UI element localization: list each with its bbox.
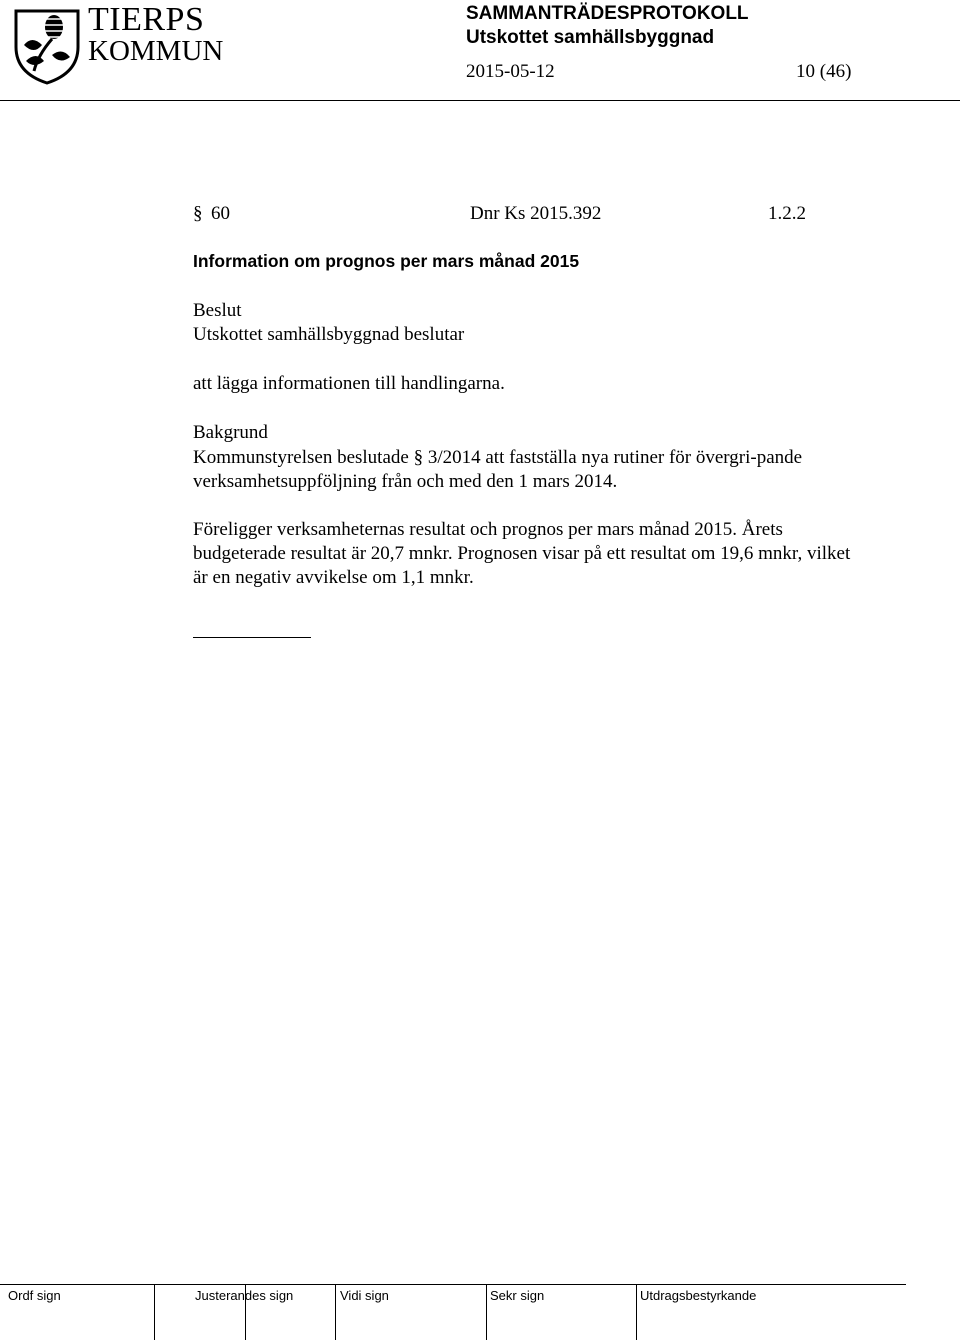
justerandes-sign-label: Justerandes sign: [195, 1288, 294, 1303]
p1-section-sign: §: [413, 447, 424, 468]
municipality-coat-of-arms: [12, 5, 82, 85]
committee-name: Utskottet samhällsbyggnad: [466, 27, 715, 48]
item-heading: Information om prognos per mars månad 2015: [193, 251, 580, 271]
ordf-sign-label: Ordf sign: [8, 1288, 61, 1303]
bakgrund-paragraph-2: Föreligger verksamheternas resultat och prognos per mars månad 2015. Årets budgeterade resultat är 20,7 mnkr. Prognosen visar på ett resultat om 19,6 mnkr, vilket är en negativ avvikelse om 1,1 mnkr.: [193, 519, 851, 588]
p1-text-after: 3/2014 att fastställa nya rutiner för övergri-pande verksamhetsuppföljning från och med den 1 mars 2014.: [193, 447, 803, 492]
bakgrund-paragraph-1: [193, 446, 833, 494]
bakgrund-heading: Bakgrund: [193, 422, 268, 443]
beslut-heading: Beslut: [193, 300, 242, 321]
logo-wordmark-line1: TIERPS: [88, 1, 205, 38]
utdrag-label: Utdragsbestyrkande: [640, 1288, 757, 1303]
page-number: 10 (46): [796, 61, 852, 82]
vidi-sign-label: Vidi sign: [340, 1288, 389, 1303]
meeting-date: 2015-05-12: [466, 61, 555, 82]
paragraph-number: 60: [211, 203, 230, 224]
document-type-title: SAMMANTRÄDESPROTOKOLL: [466, 3, 749, 24]
sekr-sign-label: Sekr sign: [490, 1288, 545, 1303]
signature-footer: [0, 1284, 906, 1340]
signature-rule: [193, 637, 311, 638]
header-divider: [0, 100, 960, 101]
beslut-line: Utskottet samhällsbyggnad beslutar: [193, 324, 465, 345]
classification-code: 1.2.2: [768, 203, 806, 224]
logo-wordmark-line2: KOMMUN: [88, 35, 224, 67]
diary-number: Dnr Ks 2015.392: [470, 203, 602, 224]
beslut-decision: att lägga informationen till handlingarna.: [193, 373, 505, 394]
section-sign: §: [193, 203, 203, 224]
p1-text-before: Kommunstyrelsen beslutade: [193, 447, 414, 468]
